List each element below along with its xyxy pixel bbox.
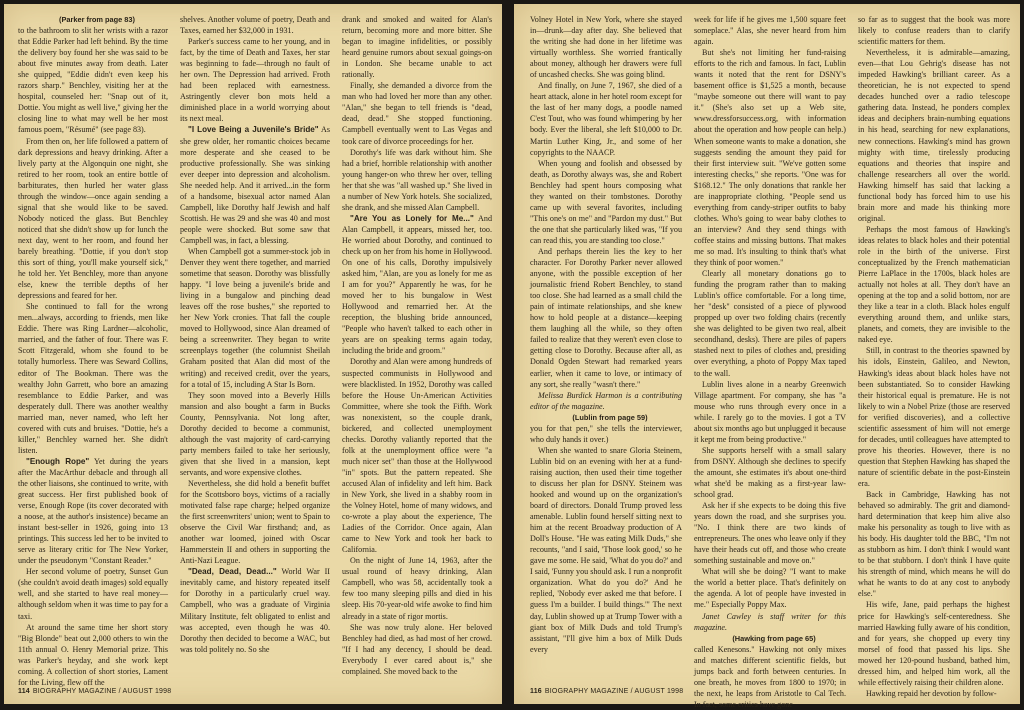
body-paragraph bbox=[18, 25, 168, 135]
continued-from-label bbox=[18, 14, 168, 25]
continued-from-label bbox=[530, 412, 682, 423]
paragraph-text: His wife, Jane, paid perhaps the highest price for Hawking's self-centeredness. She married Hawking fully aware of his condition, and for years, she chopped up every tiny morsel of food that passed his lips. She mowed her 120-pound husband, bathed him, dressed him, and helped him work, all the while effectively raising their children alone. bbox=[858, 600, 1010, 687]
paragraph-text: She was now truly alone. Her beloved Benchley had died, as had most of her crowd. "If I had any decency, I should be dead. Everybody I ever cared about is," she complained. She moved back to the bbox=[342, 622, 492, 676]
magazine-page-left bbox=[4, 4, 502, 704]
body-paragraph bbox=[858, 599, 1010, 687]
right-column-1 bbox=[530, 14, 682, 666]
magazine-page-right bbox=[514, 4, 1020, 709]
body-paragraph bbox=[694, 500, 846, 566]
paragraph-text: Her second volume of poetry, Sunset Gun (she couldn't avoid death images) sold equally well, and she started to have real money—although seldom when it was time to pay for a taxi. bbox=[18, 567, 168, 621]
paragraph-text: And perhaps therein lies the key to her character. For Dorothy Parker never allowed anyone, with the possible exception of her journalistic friend Robert Benchley, to stand too close. She had learned as a small child the pain of intimate relationships, and she knew how to hold people at a distance—keeping them laughing all the while, so they often failed to realize that they weren't even close to getting close to Dorothy. Because after all, as Donald Ogden Stewart had remarked years earlier, when it came to love, or intimacy of any sort, she really "wasn't there." bbox=[530, 246, 682, 389]
paragraph-text: When Campbell got a summer-stock job in Denver they went there together, and married sometime that season. Dorothy was blissfully happy. "I love being a juvenile's bride and living in a bungalow and pinching dead leaves off the rose bushes," she reported to her New York cronies. That fall the couple moved to Hollywood, since Alan dreamed of being a screenwriter. They began to write screenplays together (the columnist Sheilah Graham posited that Alan did most of the writing) and received credit, over the years, for a total of 15, including A Star Is Born. bbox=[180, 246, 330, 389]
author-credit bbox=[694, 611, 846, 633]
body-paragraph bbox=[530, 158, 682, 246]
right-column-3 bbox=[858, 14, 1010, 698]
continued-from-text: (Parker from page 83) bbox=[59, 15, 135, 24]
paragraph-text: called Kenesons." Hawking not only mixes and matches different scientific fields, but jumps back and forth between centuries. In one breath, he moves from 1800 to 1970; in the next, he leaps from Aristotle to Cal Tech. In fact, some critics have gone bbox=[694, 644, 846, 709]
paragraph-text: World War II inevitably came, and history repeated itself for Dorothy in a particularly cruel way. Campbell, who was a graduate of Virginia Military Institute, felt obligated to enlist and was accepted, even though he was 40. Dorothy then decided to become a WAC, but was told politely no. So she bbox=[180, 567, 330, 654]
paragraph-text: What will she be doing? "I want to make the world a better place. That's definitely on the agenda. A lot of people have invested in me." Especially Poppy Max. bbox=[694, 567, 846, 610]
paragraph-text: Hawking repaid her devotion by follow- bbox=[866, 688, 997, 698]
paragraph-text: When she wanted to snare Gloria Steinem, Lublin bid on an evening with her at a fund-raising auction, then used their time together to discuss her plan for DSNY. Steinem was hooked and wound up on the organization's board of directors. Donald Trump proved less amenable. Lublin found herself sitting next to him at the recent Broadway production of A Doll's House. "He was eating Milk Duds," she recounts, "and I said, 'Those look good,' so he gave me some. He said, 'What do you do?' and I said, 'Funny you should ask. I run a nonprofit organization. What do you do?' And he replied, 'Nobody ever asked me that before. I guess I'm a builder. I build things.'" The next day, Lublin showed up at Trump Tower with a giant box of Milk Duds and told Trump's assistant, "I'll give him a box of Milk Duds every bbox=[530, 445, 682, 654]
paragraph-text: And Alan Campbell, it appears, missed her, too. He worried about Dorothy, and continued to check up on her from his home in Hollywood. On one of his calls, Dorothy impulsively asked him, "Alan, are you as lonely for me as I am for you?" Apparently he was, for he moved her to his bungalow in West Hollywood and remarried her. At the reception, the blushing bride announced, "People who haven't talked to each other in years are on speaking terms again today, including the bride and groom." bbox=[342, 213, 492, 356]
paragraph-text: And finally, on June 7, 1967, she died of a heart attack, alone in her hotel room except for the last of her many dogs, a poodle named C'est Tout, who was found whimpering by her body. Ever the liberal, she left $10,000 to Dr. Martin Luther King, Jr., and some of her copyrights to the NAACP. bbox=[530, 81, 682, 157]
left-column-1 bbox=[18, 14, 169, 687]
body-paragraph bbox=[858, 14, 1010, 47]
page-number: 114 bbox=[18, 688, 30, 695]
body-paragraph bbox=[180, 478, 330, 566]
body-paragraph bbox=[694, 379, 846, 445]
paragraph-text: She supports herself with a small salary from DSNY. Although she declines to specify the amount, she estimates it's about one-third what she'd be making as a first-year law-school grad. bbox=[694, 445, 846, 500]
body-paragraph bbox=[858, 224, 1010, 346]
paragraph-text: shelves. Another volume of poetry, Death and Taxes, earned her $32,000 in 1931. bbox=[180, 15, 330, 36]
body-paragraph bbox=[180, 390, 330, 478]
body-paragraph bbox=[858, 47, 1010, 224]
author-credit-text: Janet Cawley is staff writer for this magazine. bbox=[694, 611, 846, 632]
paragraph-text: From then on, her life followed a pattern of dark depressions and heavy drinking. After a lively party at the Algonquin one night, she retired to her room, took an entire bottle of barbiturates, then hurled her water glass through the window—once again sending a signal that she would like to be saved. Nobody noticed the glass. But Benchley noticed that she didn't show up for lunch the next day, went to her room, and found her barely breathing. "Dottie, if you don't stop this sort of thing, you'll make yourself sick," he told her. Yet Benchley, more than anyone else, knew the terrible depths of her depressions and feared for her. bbox=[18, 136, 168, 301]
body-paragraph bbox=[342, 80, 492, 146]
right-column-2 bbox=[694, 14, 846, 709]
paragraph-text: Still, in contrast to the theories spawned by his idols, Einstein, Galileo, and Newton, Hawking's ideas about black holes have not been substantiated. So to consider Hawking their historical equal is premature. He is not likely to win a Nobel Prize (those are reserved for verified discoveries), and a collective scientific assessment of him will not emerge for decades, until colleagues have attempted to prove his theories. However, there is no question that Stephen Hawking has shaped the nature of scientific debate in the post-Einstein era. bbox=[858, 346, 1010, 488]
body-paragraph bbox=[530, 14, 682, 80]
paragraph-text: Nevertheless, she did hold a benefit buffet for the Scottsboro boys, victims of a racially motivated false rape charge; helped organize the first screenwriters' union; went to Spain to observe the Civil War firsthand; and, as another war loomed, joined with Oscar Hammerstein II and others in supporting the Anti-Nazi League. bbox=[180, 478, 330, 566]
paragraph-text: As she grew older, her romantic choices became more desperate and she ceased to be productive professionally. She was sinking ever deeper into depression and alcoholism. She needed help. And it arrived...in the form of a handsome, bisexual actor named Alan Campbell, like Dorothy half Jewish and half Scottish. He was 29 and she was 40 and most people were shocked. But some saw that Campbell was, in fact, a blessing. bbox=[180, 125, 330, 245]
body-paragraph bbox=[18, 622, 168, 688]
page-footer-text: BIOGRAPHY MAGAZINE / AUGUST 1998 bbox=[32, 688, 172, 695]
paragraph-text: They soon moved into a Beverly Hills mansion and also bought a farm in Bucks County, Pennsylvania. Not long after, Dorothy decided to become a communist, although the vast majority of card-carrying party members failed to take her seriously, given that she lived in a mansion, kept servants, and wore expensive clothes. bbox=[180, 390, 330, 477]
section-subhead: "I Love Being a Juvenile's Bride" bbox=[188, 125, 319, 135]
body-paragraph bbox=[858, 688, 1010, 699]
section-subhead: "Are You as Lonely for Me..." bbox=[350, 213, 474, 223]
paragraph-text: Back in Cambridge, Hawking has not behaved so admirably. The grit and diamond-hard determination that keep him alive also make his personality as tough to live with as his body. His daughter told the BBC, "I'm not as stubborn as him. I don't think I would want to be that stubborn. I don't think I have quite his strength of mind, which means he will do what he wants to do at any cost to anybody else." bbox=[858, 490, 1010, 599]
paragraph-text: When young and foolish and obsessed by death, as Dorothy always was, she and Robert Benchley had spent hours composing what they wanted on their tombstones. Dorothy came up with several favorites, including "This one's on me" and "Pardon my dust." But the one that she particularly liked was, "If you can read this, you are standing too close." bbox=[530, 158, 682, 245]
body-paragraph bbox=[694, 14, 846, 47]
paragraph-text: Dorothy and Alan were among hundreds of suspected communists in Hollywood and were blacklisted. In 1952, Dorothy was called before the House Un-American Activities Committee, where she took the Fifth. Work was nonexistent, so the couple drank, bickered, and collected unemployment checks. Dorothy valiantly reported that the folk at the unemployment office were "a much nicer set" than those at the Hollywood "in" spots. But the pattern repeated. She accused Alan of infidelity and left him. Back in New York, she lived in a shabby room in the Volney Hotel, home of many widows, and co-wrote a play about the experience, The Ladies of the Corridor. Once again, Alan came to New York and took her back to California. bbox=[342, 357, 492, 555]
body-paragraph bbox=[530, 80, 682, 157]
body-paragraph bbox=[694, 644, 846, 710]
paragraph-text: drank and smoked and waited for Alan's return, becoming more and more bitter. She began to imagine infidelities, or possibly heard genuine rumors about sexual goings-on in London. She became unable to act rationally. bbox=[342, 15, 492, 80]
body-paragraph bbox=[180, 14, 330, 36]
body-paragraph bbox=[342, 555, 492, 621]
body-paragraph bbox=[342, 213, 492, 357]
continued-from-label bbox=[694, 633, 846, 644]
page-number: 116 bbox=[530, 688, 542, 695]
paragraph-text: Clearly all monetary donations go to funding the program rather than to making Lublin's office comfortable. For a long time, her "desk" consisted of a piece of plywood propped up over two folding chairs (recently she was delighted to be given two real, albeit secondhand, desks). There are piles of papers stashed next to piles of clothes and, presiding over everything, a photo of Poppy Max taped to the wall. bbox=[694, 269, 846, 378]
paragraph-text: to the bathroom to slit her wrists with a razor that Eddie Parker had left behind. By the time the delivery boy found her she was said to be about five minutes away from death. Later she quipped, "Eddie didn't even keep his razors sharp." Benchley, visiting her at the hospital, counseled her: "Snap out of it, Dottie. You might as well live," giving her the closing line to what may well be her most famous poem, "Résumé" (see page 83). bbox=[18, 26, 168, 135]
body-paragraph bbox=[180, 246, 330, 390]
continued-from-text: (Lublin from page 59) bbox=[572, 412, 648, 422]
paragraph-text: She continued to fall for the wrong men...always, according to friends, men like Eddie. There was Ring Lardner—alcoholic, married, and the father of four. There was F. Scott Fitzgerald, whom she found to be totally humorless. There was Seward Collins, editor of The Bookman. There was the wealthy John Garrett, who bore an amazing resemblance to Eddie Parker, and was desperately dull. There was another wealthy married man, never named, who left her covered with cuts and bruises. "Dottie, he's a killer," Benchley warned her. She didn't listen. bbox=[18, 302, 168, 455]
paragraph-text: week for life if he gives me 1,500 square feet someplace." Alas, she never heard from him again. bbox=[694, 15, 846, 47]
body-paragraph bbox=[18, 301, 168, 456]
body-paragraph bbox=[342, 622, 492, 677]
paragraph-text: Yet during the years after the MacArthur debacle and through all the other liaisons, she continued to write, with great success. Her first published book of verse, Enough Rope (its cover decorated with a noose, at the author's insistence) became an instant best-seller in 1926, going into 13 printings. This success led her to be invited to serve as literary critic for The New Yorker, under the pseudonym "Constant Reader." bbox=[18, 456, 169, 566]
body-paragraph bbox=[858, 345, 1010, 489]
body-paragraph bbox=[18, 566, 168, 621]
body-paragraph bbox=[18, 136, 168, 302]
body-paragraph bbox=[18, 456, 168, 566]
page-footer-text: BIOGRAPHY MAGAZINE / AUGUST 1998 bbox=[544, 688, 684, 695]
paragraph-text: Ask her if she expects to be doing this five years down the road, and she surprises you. "No. I think there are two kinds of entrepreneurs. The ones who leave only if they have their heads cut off, and those who create something sustainable and move on." bbox=[694, 501, 846, 566]
body-paragraph bbox=[530, 246, 682, 390]
paragraph-text: you for that pen," she tells the interviewer, who duly hands it over.) bbox=[530, 423, 682, 444]
body-paragraph bbox=[858, 489, 1010, 599]
body-paragraph bbox=[694, 268, 846, 378]
body-paragraph bbox=[530, 423, 682, 445]
body-paragraph bbox=[342, 147, 492, 213]
paragraph-text: At around the same time her short story "Big Blonde" beat out 2,000 others to win the 11th annual O. Henry Memorial prize. This was Parker's heyday, and she work kept coming. A collection of short stories, Lament for the Living, flew off the bbox=[18, 622, 168, 687]
section-subhead: "Dead, Dead, Dead..." bbox=[188, 567, 277, 577]
page-footer bbox=[18, 688, 171, 695]
body-paragraph bbox=[342, 356, 492, 555]
body-paragraph bbox=[180, 566, 330, 654]
author-credit-text: Melissa Burdick Harmon is a contributing editor of the magazine. bbox=[530, 390, 682, 411]
continued-from-text: (Hawking from page 65) bbox=[732, 633, 816, 643]
paragraph-text: Finally, she demanded a divorce from the man who had loved her more than any other. "Alan," she began to tell friends is "dead, dead, dead." She stopped functioning. Campbell eventually went to Las Vegas and took care of divorce proceedings for her. bbox=[342, 81, 492, 146]
page-footer bbox=[530, 688, 683, 695]
paragraph-text: Lublin lives alone in a nearby Greenwich Village apartment. For company, she has "a mouse who runs through every once in a while. I rarely go to the movies. I got a TV about six months ago but unplugged it because it kept me from being productive." bbox=[694, 379, 846, 444]
body-paragraph bbox=[180, 124, 330, 246]
paragraph-text: so far as to suggest that the book was more likely to confuse readers than to clarify scientific matters for them. bbox=[858, 15, 1010, 47]
left-column-2 bbox=[180, 14, 330, 666]
paragraph-text: Dorothy's life was dark without him. She had a brief, horrible relationship with another young hanger-on who threw her over, telling her that she was "all washed up." She lived in a number of New York hotels. She socialized, she drank, and she missed Alan Campbell. bbox=[342, 147, 492, 212]
paragraph-text: On the night of June 14, 1963, after the usual round of heavy drinking, Alan Campbell, who was 58, accidentally took a few too many sleeping pills and died in his sleep. His 70-year-old wife awoke to find him already in a state of rigor mortis. bbox=[342, 556, 492, 621]
body-paragraph bbox=[694, 566, 846, 610]
paragraph-text: Parker's success came to her young, and in fact, by the time of Death and Taxes, her star was beginning to fade—through no fault of her own. The Depression had arrived. Froth had been replaced with earnestness. Astringently clever bon mots held a diminished place in a world worrying about its next meal. bbox=[180, 37, 330, 124]
paragraph-text: Volney Hotel in New York, where she stayed in—drunk—day after day. She believed that the writing she had done in her lifetime was virtually worthless. She worried frantically about money, although her drawers were full of uncashed checks. She was going blind. bbox=[530, 15, 682, 80]
section-subhead: "Enough Rope" bbox=[26, 456, 90, 466]
body-paragraph bbox=[530, 445, 682, 655]
body-paragraph bbox=[694, 47, 846, 268]
body-paragraph bbox=[694, 445, 846, 500]
author-credit bbox=[530, 390, 682, 412]
body-paragraph bbox=[342, 14, 492, 80]
paragraph-text: Perhaps the most famous of Hawking's ideas relates to black holes and their potential role in the birth of the universe. First conceptualized by the French mathematician Pierre LaPlace in the 1700s, black holes are actually not holes at all. They don't have an opening at the top and a solid bottom, nor are they like a tear in a cloth. Black holes engulf everything around them, and unlike stars, planets, and comets, they are invisible to the naked eye. bbox=[858, 224, 1010, 345]
left-column-3 bbox=[342, 14, 492, 676]
body-paragraph bbox=[180, 36, 330, 124]
paragraph-text: But she's not limiting her fund-raising efforts to the rich and famous. In fact, Lublin wants it noted that the rent for DSNY's basement office is $1,525 a month, because "maybe someone out there will want to pay it." (She's also set up a Web site, www.dressforsuccess.org, with information about the operation and how people can help.) When someone wants to make a donation, she suggests sending the amount they paid for their first interview suit. "We've gotten some interesting checks," she reports. "One was for $168.12." The only donations that rankle her are inappropriate clothing. "People send us everything from candy-striper outfits to baby clothes. Who's going to wear baby clothes to an interview? And they send things with coffee stains and missing buttons. That makes me so mad. It's insulting to think that's what they think of poor women." bbox=[694, 48, 846, 268]
paragraph-text: Nevertheless, it is admirable—amazing, even—that Lou Gehrig's disease has not impeded Hawking's brilliant career. As a theoretician, he is not expected to spend decades hunched over a radio telescope gathering data. Instead, he ponders complex ideas and deciphers brain-numbing equations in his head, searching for new explanations, new connections. Hawking's mind has grown mighty with time, tirelessly producing equations and theories that inspire and challenge researchers all over the world. Hawking himself has said that lacking a functional body has forced him to use his brain more and made his thinking more original. bbox=[858, 48, 1010, 223]
